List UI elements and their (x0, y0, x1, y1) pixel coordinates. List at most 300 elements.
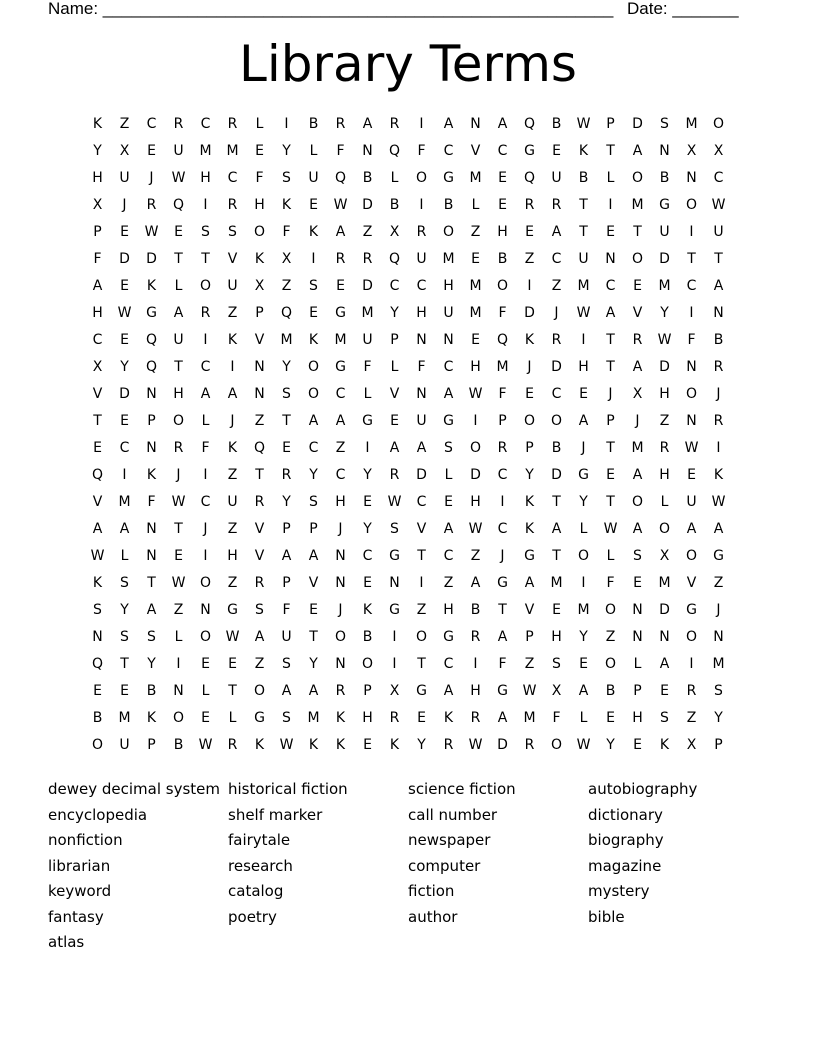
grid-letter: S (120, 575, 129, 591)
grid-letter: H (92, 170, 103, 186)
grid-letter: I (203, 548, 208, 564)
grid-letter: C (443, 656, 454, 672)
grid-letter: Z (254, 413, 265, 429)
grid-letter: A (308, 413, 319, 429)
grid-letter: Z (443, 575, 454, 591)
word-list-item: mystery (588, 882, 650, 900)
grid-letter: E (633, 575, 642, 591)
grid-letter: O (334, 629, 347, 645)
grid-letter: S (660, 116, 669, 132)
grid-letter: E (120, 683, 129, 699)
word-list-item: poetry (228, 907, 277, 926)
grid-letter: R (173, 440, 184, 456)
grid-letter: G (686, 602, 697, 618)
grid-letter: R (659, 440, 670, 456)
grid-letter: R (362, 251, 373, 267)
grid-letter: O (172, 413, 185, 429)
grid-letter: J (608, 386, 613, 402)
grid-letter: B (497, 251, 508, 267)
grid-letter: D (524, 305, 535, 321)
grid-letter: I (419, 197, 424, 213)
grid-letter: M (226, 143, 239, 159)
grid-letter: Z (254, 656, 265, 672)
grid-letter: K (524, 521, 535, 537)
grid-letter: G (497, 575, 508, 591)
grid-letter: T (606, 494, 615, 510)
grid-letter: Q (91, 656, 104, 672)
grid-letter: W (522, 683, 537, 699)
grid-letter: B (605, 683, 616, 699)
grid-letter: Y (390, 305, 399, 321)
grid-letter: M (442, 251, 455, 267)
grid-letter: H (470, 359, 481, 375)
grid-letter: C (605, 278, 616, 294)
grid-letter: A (632, 467, 643, 483)
word-list-item: newspaper (408, 831, 491, 849)
grid-letter: G (524, 143, 535, 159)
grid-letter: W (225, 629, 240, 645)
grid-letter: S (147, 629, 156, 645)
grid-letter: Q (388, 143, 401, 159)
grid-letter: K (254, 737, 265, 753)
grid-letter: M (631, 440, 644, 456)
grid-letter: P (282, 521, 291, 537)
grid-letter: K (146, 710, 157, 726)
grid-letter: A (578, 683, 589, 699)
grid-letter: W (198, 737, 213, 753)
word-list-item: fantasy (48, 907, 104, 926)
grid-letter: Y (120, 359, 129, 375)
grid-letter: M (118, 710, 131, 726)
grid-letter: T (174, 251, 183, 267)
grid-letter: F (255, 170, 264, 186)
grid-letter: V (632, 305, 643, 321)
grid-letter: G (254, 710, 265, 726)
grid-letter: R (281, 467, 292, 483)
grid-letter: Y (660, 305, 669, 321)
grid-letter: W (576, 116, 591, 132)
grid-letter: Y (309, 656, 318, 672)
grid-letter: F (687, 332, 696, 348)
word-list (48, 778, 768, 957)
grid-letter: H (362, 710, 373, 726)
grid-letter: V (254, 548, 265, 564)
grid-letter: I (284, 116, 289, 132)
grid-letter: H (578, 359, 589, 375)
grid-letter: Q (280, 305, 293, 321)
grid-letter: W (90, 548, 105, 564)
grid-letter: T (120, 656, 129, 672)
grid-letter: F (417, 359, 426, 375)
letter-grid (84, 111, 732, 759)
grid-letter: Y (282, 359, 291, 375)
grid-letter: O (496, 278, 509, 294)
grid-letter: H (659, 467, 670, 483)
grid-letter: I (203, 197, 208, 213)
grid-letter: P (147, 737, 156, 753)
grid-letter: P (93, 224, 102, 240)
grid-letter: L (363, 386, 372, 402)
grid-letter: E (687, 467, 696, 483)
grid-letter: W (144, 224, 159, 240)
grid-letter: A (443, 386, 454, 402)
grid-letter: F (201, 440, 210, 456)
grid-letter: L (174, 278, 183, 294)
grid-letter: E (120, 413, 129, 429)
grid-letter: G (524, 548, 535, 564)
grid-letter: A (551, 521, 562, 537)
grid-letter: I (122, 467, 127, 483)
grid-letter: T (714, 251, 723, 267)
grid-letter: X (92, 197, 103, 213)
grid-letter: F (93, 251, 102, 267)
grid-letter: Q (145, 359, 158, 375)
grid-letter: H (335, 494, 346, 510)
grid-letter: R (443, 737, 454, 753)
grid-letter: U (713, 224, 724, 240)
grid-letter: X (659, 548, 670, 564)
grid-letter: K (713, 467, 724, 483)
grid-letter: B (389, 197, 400, 213)
grid-letter: Q (496, 332, 509, 348)
grid-letter: B (443, 197, 454, 213)
grid-letter: S (255, 602, 264, 618)
grid-letter: M (280, 332, 293, 348)
grid-letter: T (255, 467, 264, 483)
grid-letter: L (606, 170, 615, 186)
grid-letter: V (254, 521, 265, 537)
grid-letter: P (498, 413, 507, 429)
grid-letter: Z (281, 278, 292, 294)
grid-letter: E (471, 251, 480, 267)
grid-letter: U (173, 143, 184, 159)
word-list-item: biography (588, 831, 664, 849)
grid-letter: T (147, 575, 156, 591)
grid-letter: N (713, 305, 724, 321)
grid-letter: I (392, 629, 397, 645)
grid-letter: T (417, 656, 426, 672)
grid-letter: A (92, 521, 103, 537)
grid-letter: H (227, 548, 238, 564)
grid-letter: O (172, 710, 185, 726)
grid-letter: A (281, 683, 292, 699)
grid-letter: T (552, 494, 561, 510)
grid-letter: R (389, 467, 400, 483)
grid-letter: U (659, 224, 670, 240)
grid-letter: T (633, 224, 642, 240)
grid-letter: E (363, 494, 372, 510)
grid-letter: Q (145, 332, 158, 348)
grid-letter: C (92, 332, 103, 348)
grid-letter: F (336, 143, 345, 159)
grid-letter: G (335, 305, 346, 321)
grid-letter: P (255, 305, 264, 321)
grid-letter: E (174, 224, 183, 240)
grid-letter: O (523, 413, 536, 429)
grid-letter: Q (388, 251, 401, 267)
grid-letter: N (686, 413, 697, 429)
grid-letter: K (227, 332, 238, 348)
grid-letter: L (201, 413, 210, 429)
grid-letter: T (606, 332, 615, 348)
grid-letter: C (200, 359, 211, 375)
grid-letter: N (686, 359, 697, 375)
grid-letter: J (716, 602, 721, 618)
grid-letter: K (254, 251, 265, 267)
grid-letter: H (470, 683, 481, 699)
grid-letter: L (633, 656, 642, 672)
grid-letter: T (93, 413, 102, 429)
grid-letter: J (203, 521, 208, 537)
grid-letter: W (468, 737, 483, 753)
word-list-item: nonfiction (48, 831, 123, 849)
grid-letter: S (120, 629, 129, 645)
grid-letter: R (524, 197, 535, 213)
grid-letter: N (659, 629, 670, 645)
grid-letter: F (552, 710, 561, 726)
grid-letter: M (334, 332, 347, 348)
grid-letter: D (632, 116, 643, 132)
grid-letter: O (91, 737, 104, 753)
grid-letter: C (497, 143, 508, 159)
grid-letter: R (227, 197, 238, 213)
grid-letter: S (201, 224, 210, 240)
grid-letter: Y (363, 521, 372, 537)
grid-letter: Q (253, 440, 266, 456)
grid-letter: A (416, 440, 427, 456)
grid-letter: P (606, 413, 615, 429)
grid-letter: Q (523, 170, 536, 186)
grid-letter: J (581, 440, 586, 456)
grid-letter: E (606, 710, 615, 726)
grid-letter: S (282, 170, 291, 186)
grid-letter: E (120, 332, 129, 348)
grid-letter: C (443, 359, 454, 375)
grid-letter: A (308, 548, 319, 564)
grid-letter: V (227, 251, 238, 267)
grid-letter: X (389, 224, 400, 240)
grid-letter: E (174, 548, 183, 564)
grid-letter: D (362, 278, 373, 294)
grid-letter: M (577, 278, 590, 294)
grid-letter: R (254, 575, 265, 591)
grid-letter: I (689, 656, 694, 672)
grid-letter: R (227, 116, 238, 132)
grid-letter: K (524, 332, 535, 348)
grid-letter: Z (524, 251, 535, 267)
grid-letter: O (604, 602, 617, 618)
grid-letter: A (632, 359, 643, 375)
grid-letter: O (685, 548, 698, 564)
grid-letter: I (527, 278, 532, 294)
grid-letter: M (307, 710, 320, 726)
grid-letter: P (363, 683, 372, 699)
grid-letter: U (173, 332, 184, 348)
grid-letter: A (119, 521, 130, 537)
grid-letter: I (203, 332, 208, 348)
grid-letter: I (176, 656, 181, 672)
grid-letter: N (416, 332, 427, 348)
grid-letter: R (632, 332, 643, 348)
grid-letter: E (633, 737, 642, 753)
grid-letter: E (498, 170, 507, 186)
grid-letter: O (199, 575, 212, 591)
grid-letter: E (525, 224, 534, 240)
grid-letter: U (416, 251, 427, 267)
grid-letter: U (578, 251, 589, 267)
grid-letter: A (227, 386, 238, 402)
grid-letter: F (363, 359, 372, 375)
grid-letter: Z (227, 575, 238, 591)
grid-letter: R (335, 116, 346, 132)
grid-letter: C (443, 548, 454, 564)
grid-letter: O (253, 683, 266, 699)
grid-letter: T (174, 359, 183, 375)
grid-letter: E (390, 413, 399, 429)
grid-letter: L (390, 170, 399, 186)
grid-letter: G (713, 548, 724, 564)
grid-letter: E (336, 278, 345, 294)
grid-letter: E (309, 602, 318, 618)
grid-letter: Y (579, 629, 588, 645)
grid-letter: C (497, 467, 508, 483)
grid-letter: C (497, 521, 508, 537)
grid-letter: Y (714, 710, 723, 726)
grid-letter: A (200, 386, 211, 402)
grid-letter: E (120, 224, 129, 240)
grid-letter: U (227, 494, 238, 510)
grid-letter: E (471, 332, 480, 348)
grid-letter: H (254, 197, 265, 213)
grid-letter: L (660, 494, 669, 510)
grid-letter: O (577, 548, 590, 564)
grid-letter: W (279, 737, 294, 753)
grid-letter: P (606, 116, 615, 132)
grid-letter: M (469, 170, 482, 186)
grid-letter: N (146, 548, 157, 564)
grid-letter: E (147, 143, 156, 159)
grid-letter: M (631, 197, 644, 213)
word-list-item: author (408, 907, 458, 926)
grid-letter: O (415, 629, 428, 645)
grid-letter: N (254, 386, 265, 402)
grid-letter: E (660, 683, 669, 699)
grid-letter: I (689, 224, 694, 240)
grid-letter: U (227, 278, 238, 294)
grid-letter: D (659, 359, 670, 375)
grid-letter: B (470, 602, 481, 618)
grid-letter: E (309, 197, 318, 213)
grid-letter: C (416, 494, 427, 510)
grid-letter: K (335, 737, 346, 753)
grid-letter: M (712, 656, 725, 672)
grid-letter: A (254, 629, 265, 645)
grid-letter: O (685, 629, 698, 645)
grid-letter: K (146, 278, 157, 294)
grid-letter: C (713, 170, 724, 186)
grid-letter: G (389, 548, 400, 564)
grid-letter: N (632, 602, 643, 618)
grid-letter: O (199, 629, 212, 645)
grid-letter: K (92, 575, 103, 591)
grid-letter: T (606, 359, 615, 375)
grid-letter: P (525, 440, 534, 456)
grid-letter: R (524, 737, 535, 753)
grid-letter: G (578, 467, 589, 483)
grid-letter: C (335, 386, 346, 402)
grid-letter: O (631, 251, 644, 267)
grid-letter: Z (659, 413, 670, 429)
grid-letter: R (497, 440, 508, 456)
grid-letter: N (146, 521, 157, 537)
grid-letter: S (282, 656, 291, 672)
grid-letter: W (171, 575, 186, 591)
grid-letter: M (577, 602, 590, 618)
grid-letter: W (468, 521, 483, 537)
grid-letter: D (659, 251, 670, 267)
grid-letter: K (524, 494, 535, 510)
grid-letter: U (443, 305, 454, 321)
grid-letter: I (473, 413, 478, 429)
grid-letter: K (146, 467, 157, 483)
grid-letter: B (362, 170, 373, 186)
grid-letter: T (606, 440, 615, 456)
grid-letter: A (713, 521, 724, 537)
grid-letter: A (497, 116, 508, 132)
grid-letter: R (173, 116, 184, 132)
grid-letter: A (443, 116, 454, 132)
grid-letter: B (659, 170, 670, 186)
grid-letter: J (554, 305, 559, 321)
grid-letter: A (605, 305, 616, 321)
grid-letter: N (470, 116, 481, 132)
grid-letter: U (686, 494, 697, 510)
grid-letter: Z (470, 548, 481, 564)
grid-letter: O (604, 656, 617, 672)
grid-letter: H (659, 386, 670, 402)
grid-letter: L (228, 710, 237, 726)
grid-letter: U (551, 170, 562, 186)
grid-letter: G (497, 683, 508, 699)
grid-letter: G (389, 602, 400, 618)
grid-letter: T (606, 143, 615, 159)
grid-letter: W (711, 494, 726, 510)
grid-letter: J (635, 413, 640, 429)
grid-letter: W (171, 494, 186, 510)
grid-letter: C (227, 170, 238, 186)
grid-letter: C (362, 548, 373, 564)
grid-letter: I (392, 656, 397, 672)
word-list-item: computer (408, 856, 481, 875)
grid-letter: C (389, 278, 400, 294)
grid-letter: I (608, 197, 613, 213)
grid-letter: X (686, 143, 697, 159)
grid-letter: M (199, 143, 212, 159)
grid-letter: F (498, 656, 507, 672)
grid-letter: Z (713, 575, 724, 591)
grid-letter: A (632, 521, 643, 537)
grid-letter: W (657, 332, 672, 348)
grid-letter: E (255, 143, 264, 159)
grid-letter: E (201, 710, 210, 726)
grid-letter: I (689, 305, 694, 321)
grid-letter: H (92, 305, 103, 321)
grid-letter: F (417, 143, 426, 159)
grid-letter: I (365, 440, 370, 456)
grid-letter: V (524, 602, 535, 618)
word-list-item: fiction (408, 882, 455, 900)
word-list-empty-cell (228, 931, 408, 957)
